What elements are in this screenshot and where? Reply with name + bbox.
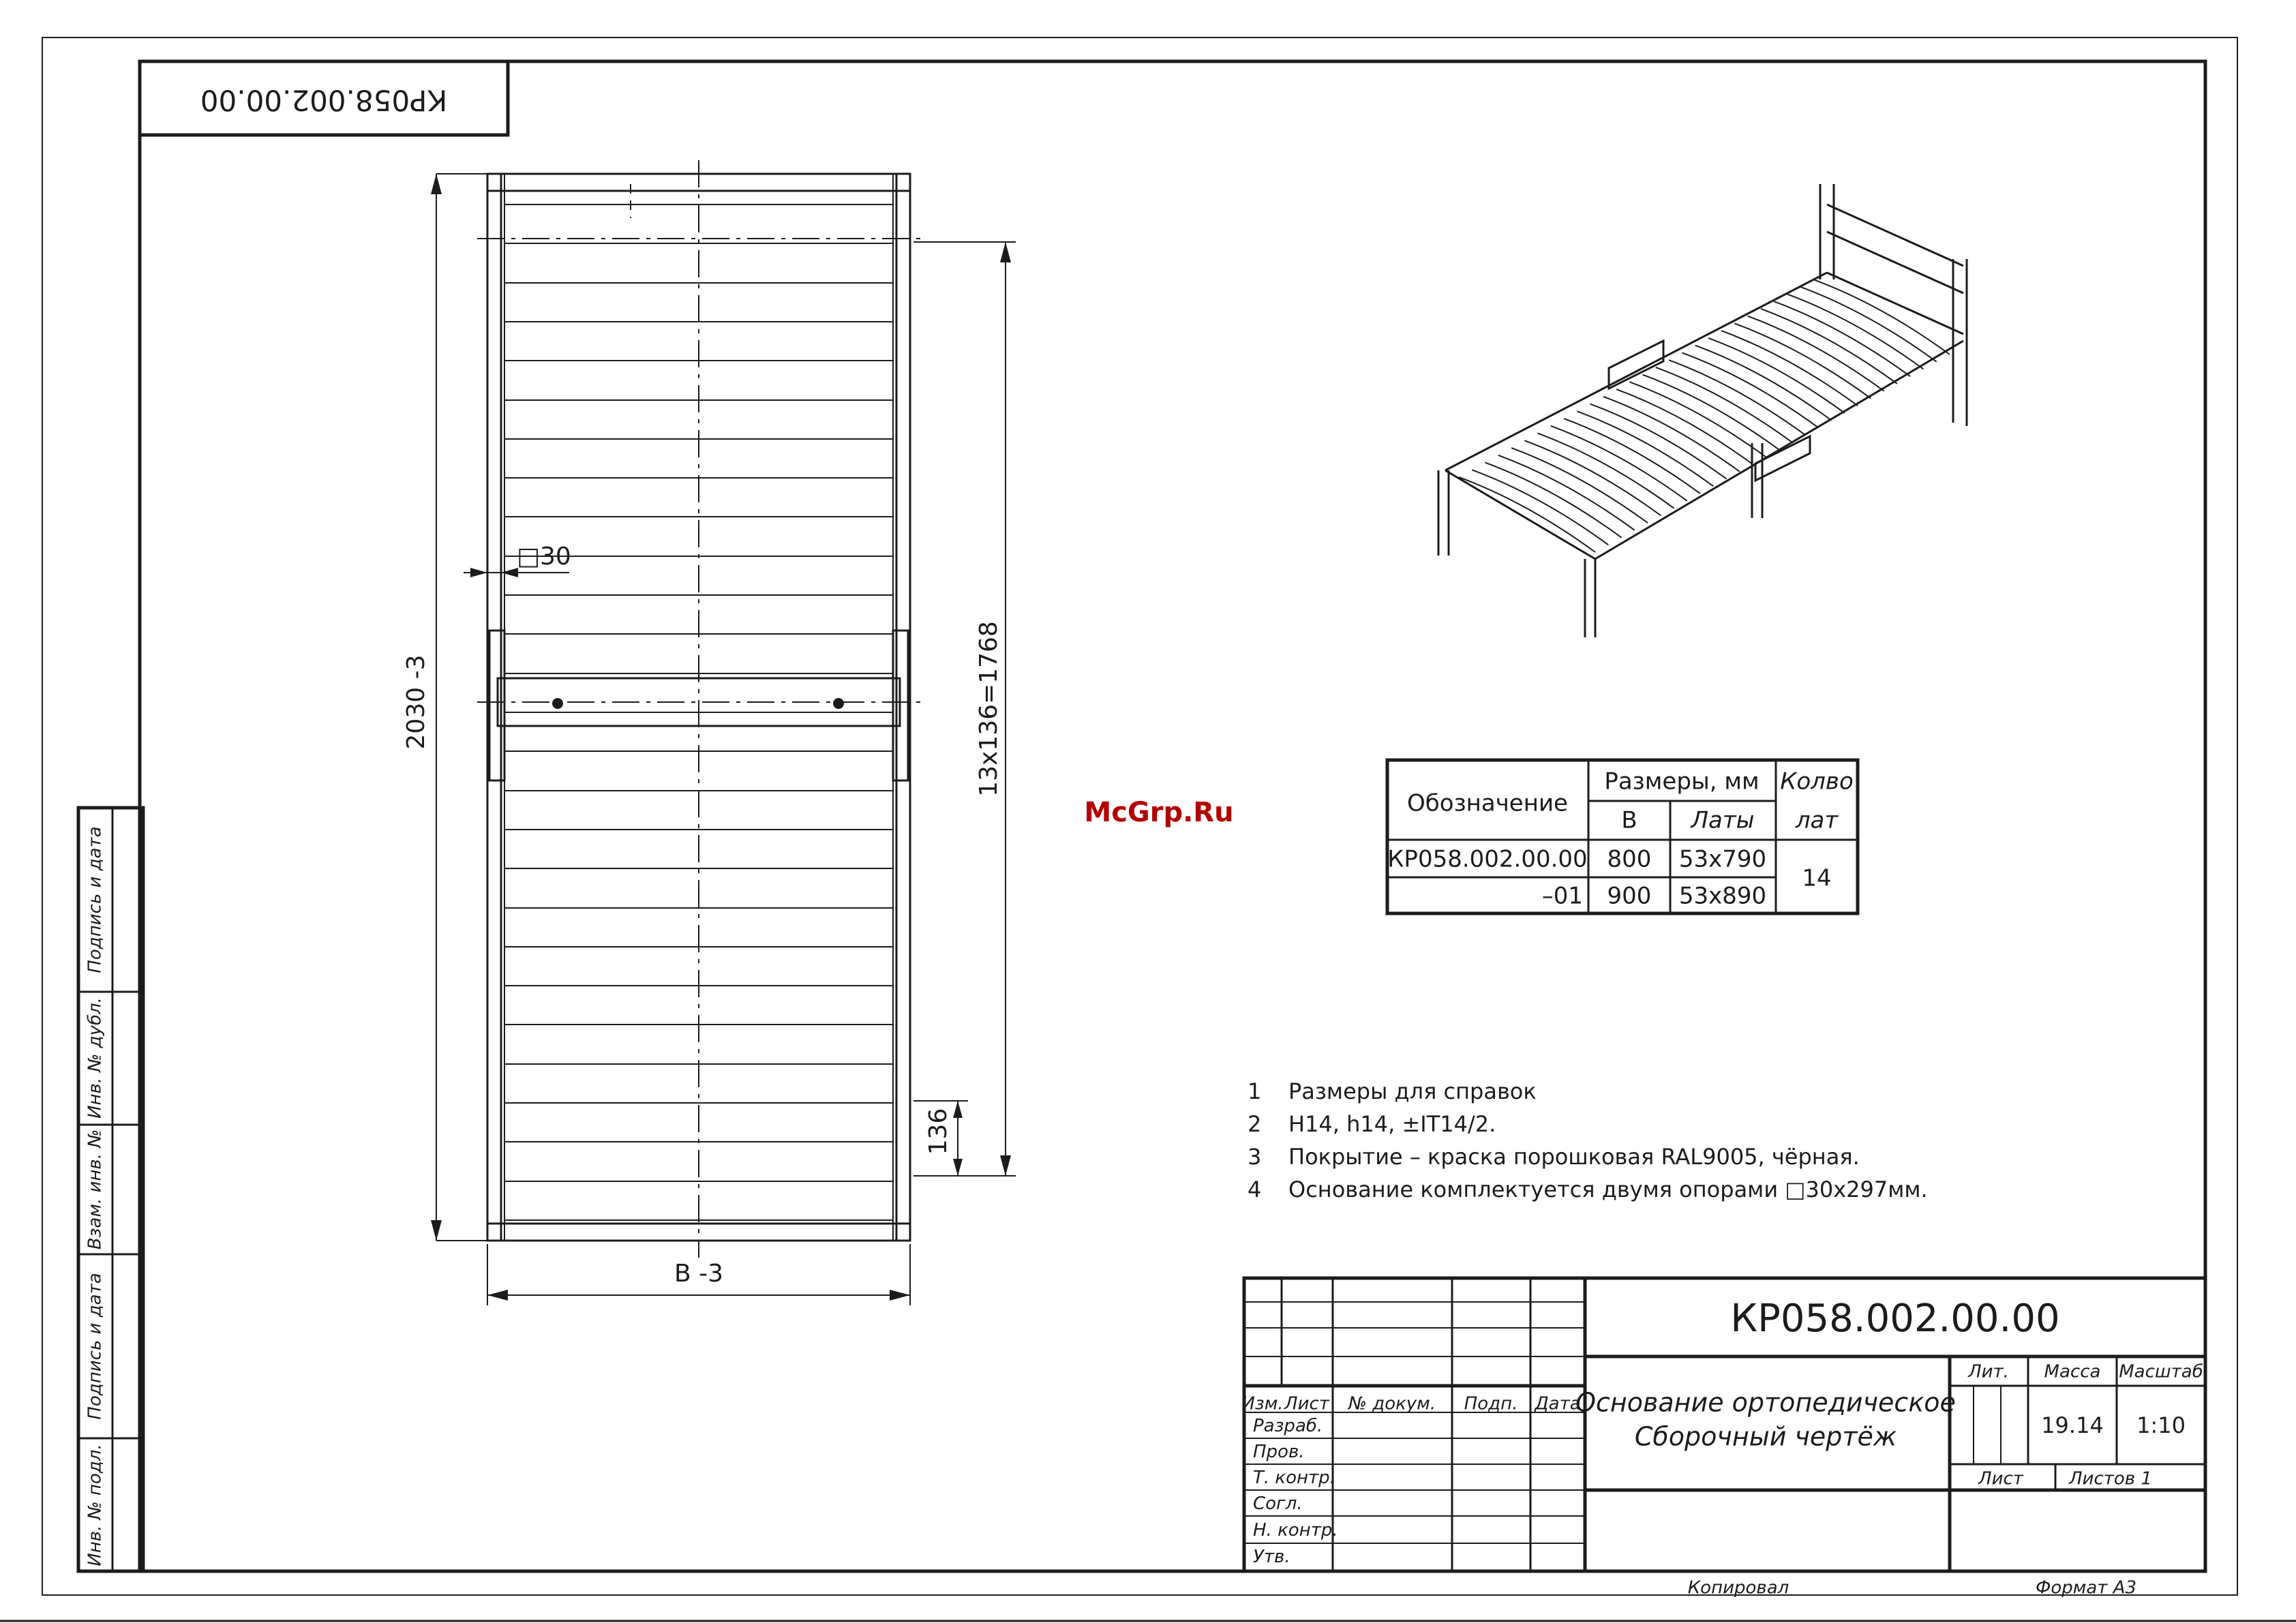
notes xyxy=(1248,1078,1928,1202)
table-row2-designation: –01 xyxy=(1541,882,1583,910)
bolt-right xyxy=(833,698,844,709)
tb-name-2: Сборочный чертёж xyxy=(1634,1421,1897,1452)
tb-col-doc: № докум. xyxy=(1348,1393,1436,1414)
tb-col-izm: Изм. xyxy=(1241,1393,1284,1414)
table-header-designation: Обозначение xyxy=(1407,789,1568,817)
table-row1-b: 800 xyxy=(1607,845,1652,873)
note-3-text: Покрытие – краска порошковая RAL9005, чёрная. xyxy=(1288,1144,1860,1170)
bolt-left xyxy=(552,698,563,709)
tb-col-date: Дата xyxy=(1535,1393,1581,1414)
note-1-num: 1 xyxy=(1248,1078,1262,1104)
tb-role-2: Пров. xyxy=(1253,1442,1305,1462)
tb-scale-label: Масштаб xyxy=(2119,1361,2203,1382)
tb-role-3: Т. контр. xyxy=(1253,1468,1335,1488)
note-4-text: Основание комплектуется двумя опорами □30x297мм. xyxy=(1288,1177,1928,1202)
tb-sheets-label: Листов 1 xyxy=(2069,1468,2152,1489)
iso-slat xyxy=(1498,455,1635,530)
tb-col-sign: Подп. xyxy=(1464,1393,1518,1414)
table-row2-b: 900 xyxy=(1607,882,1652,910)
table-header-sizes: Размеры, мм xyxy=(1604,768,1759,795)
tb-copied: Копировал xyxy=(1687,1577,1789,1598)
dim-width-text: B -3 xyxy=(674,1260,724,1288)
watermark: McGrp.Ru xyxy=(1084,797,1234,828)
tb-mass-label: Масса xyxy=(2044,1361,2101,1382)
tb-role-5: Н. контр. xyxy=(1253,1520,1338,1541)
title-block xyxy=(1241,1278,2205,1598)
tb-role-6: Утв. xyxy=(1253,1547,1290,1567)
dim-length-text: 2030 -3 xyxy=(402,654,430,750)
strip-label-1: Подпись и дата xyxy=(85,826,106,973)
table-row2-slats: 53x890 xyxy=(1678,882,1767,910)
table-row1-designation: КР058.002.00.00 xyxy=(1387,845,1588,873)
dim-pitch-total xyxy=(913,242,1016,1176)
dim-pitch xyxy=(913,1101,968,1176)
profile-callout xyxy=(464,543,571,577)
isometric-view xyxy=(1438,184,1967,637)
table-qty: 14 xyxy=(1802,864,1832,892)
dim-length xyxy=(402,174,487,1241)
note-4-num: 4 xyxy=(1248,1177,1262,1202)
size-table xyxy=(1387,760,1858,913)
tb-role-4: Согл. xyxy=(1253,1493,1303,1514)
note-2-num: 2 xyxy=(1248,1111,1262,1137)
table-header-b: B xyxy=(1621,806,1637,834)
strip-label-3: Взам. инв. № xyxy=(85,1129,106,1250)
rotated-code-text: КР058.002.00.00 xyxy=(200,83,448,117)
plan-view xyxy=(477,160,920,1258)
table-header-slats: Латы xyxy=(1691,806,1755,834)
dim-pitch-total-text: 13x136=1768 xyxy=(975,621,1003,797)
strip-label-4: Подпись и дата xyxy=(85,1273,106,1420)
tb-col-list: Лист xyxy=(1284,1393,1329,1414)
table-header-qty-1: Колво xyxy=(1780,768,1854,795)
tb-code: КР058.002.00.00 xyxy=(1730,1296,2060,1341)
dim-pitch-text: 136 xyxy=(924,1108,952,1155)
tb-role-1: Разраб. xyxy=(1253,1416,1323,1436)
strip-label-2: Инв. № дубл. xyxy=(85,997,106,1119)
tb-format: Формат А3 xyxy=(2035,1577,2137,1598)
table-row1-slats: 53x790 xyxy=(1678,845,1767,873)
table-header-qty-2: лат xyxy=(1795,806,1839,834)
tb-scale-value: 1:10 xyxy=(2136,1412,2186,1438)
iso-slat xyxy=(1459,477,1595,552)
tb-lit-label: Лит. xyxy=(1968,1361,2009,1382)
rotated-code-stamp xyxy=(140,61,508,135)
note-1-text: Размеры для справок xyxy=(1288,1078,1537,1104)
side-strip xyxy=(78,808,143,1571)
strip-label-5: Инв. № подл. xyxy=(85,1444,106,1566)
tb-mass-value: 19.14 xyxy=(2041,1412,2104,1438)
tb-name-1: Основание ортопедическое xyxy=(1575,1387,1956,1418)
profile-callout-text: □30 xyxy=(517,543,571,571)
iso-slat xyxy=(1485,463,1622,538)
tb-sheet-label: Лист xyxy=(1978,1468,2023,1489)
note-2-text: H14, h14, ±IT14/2. xyxy=(1288,1111,1496,1137)
iso-slat xyxy=(1472,470,1608,545)
note-3-num: 3 xyxy=(1248,1144,1262,1170)
